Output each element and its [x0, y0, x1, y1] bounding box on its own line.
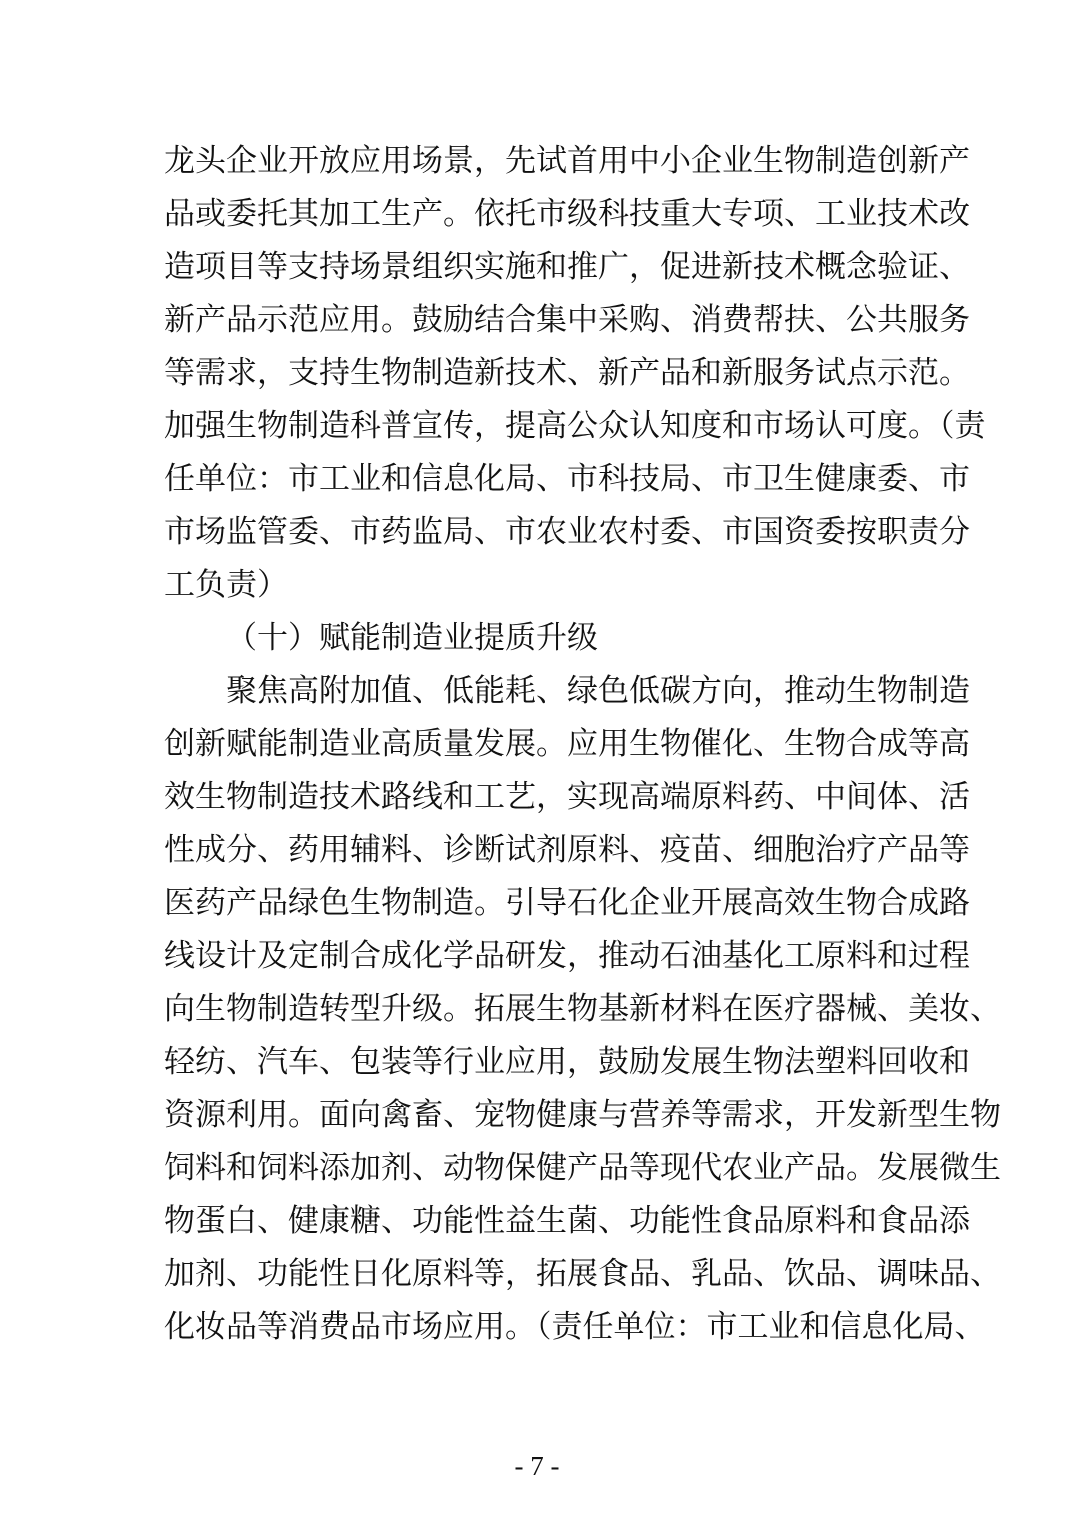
text-line: 创新赋能制造业高质量发展。应用生物催化、生物合成等高 — [164, 726, 970, 762]
text-line: 聚焦高附加值、低能耗、绿色低碳方向，推动生物制造 — [226, 673, 970, 709]
text-line: 工负责） — [164, 567, 288, 603]
text-line: 新产品示范应用。鼓励结合集中采购、消费帮扶、公共服务 — [164, 302, 970, 338]
section-heading: （十）赋能制造业提质升级 — [226, 620, 598, 656]
text-line: 化妆品等消费品市场应用。（责任单位：市工业和信息化局、 — [164, 1309, 986, 1345]
text-line: 效生物制造技术路线和工艺，实现高端原料药、中间体、活 — [164, 779, 970, 815]
text-line: 线设计及定制合成化学品研发，推动石油基化工原料和过程 — [164, 938, 970, 974]
text-line: 饲料和饲料添加剂、动物保健产品等现代农业产品。发展微生 — [164, 1150, 1001, 1186]
text-line: 向生物制造转型升级。拓展生物基新材料在医疗器械、美妆、 — [164, 991, 1001, 1027]
text-line: 资源利用。面向禽畜、宠物健康与营养等需求，开发新型生物 — [164, 1097, 1001, 1133]
text-line: 性成分、药用辅料、诊断试剂原料、疫苗、细胞治疗产品等 — [164, 832, 970, 868]
text-line: 龙头企业开放应用场景，先试首用中小企业生物制造创新产 — [164, 143, 970, 179]
text-line: 物蛋白、健康糖、功能性益生菌、功能性食品原料和食品添 — [164, 1203, 970, 1239]
text-line: 市场监管委、市药监局、市农业农村委、市国资委按职责分 — [164, 514, 970, 550]
text-line: 等需求，支持生物制造新技术、新产品和新服务试点示范。 — [164, 355, 970, 391]
text-line: 品或委托其加工生产。依托市级科技重大专项、工业技术改 — [164, 196, 970, 232]
page-number: - 7 - — [514, 1451, 560, 1481]
text-line: 轻纺、汽车、包装等行业应用，鼓励发展生物法塑料回收和 — [164, 1044, 970, 1080]
text-line: 加强生物制造科普宣传，提高公众认知度和市场认可度。（责 — [164, 408, 986, 444]
text-line: 造项目等支持场景组织实施和推广，促进新技术概念验证、 — [164, 249, 970, 285]
text-line: 加剂、功能性日化原料等，拓展食品、乳品、饮品、调味品、 — [164, 1256, 1001, 1292]
text-line: 任单位：市工业和信息化局、市科技局、市卫生健康委、市 — [164, 461, 970, 497]
text-line: 医药产品绿色生物制造。引导石化企业开展高效生物合成路 — [164, 885, 970, 921]
